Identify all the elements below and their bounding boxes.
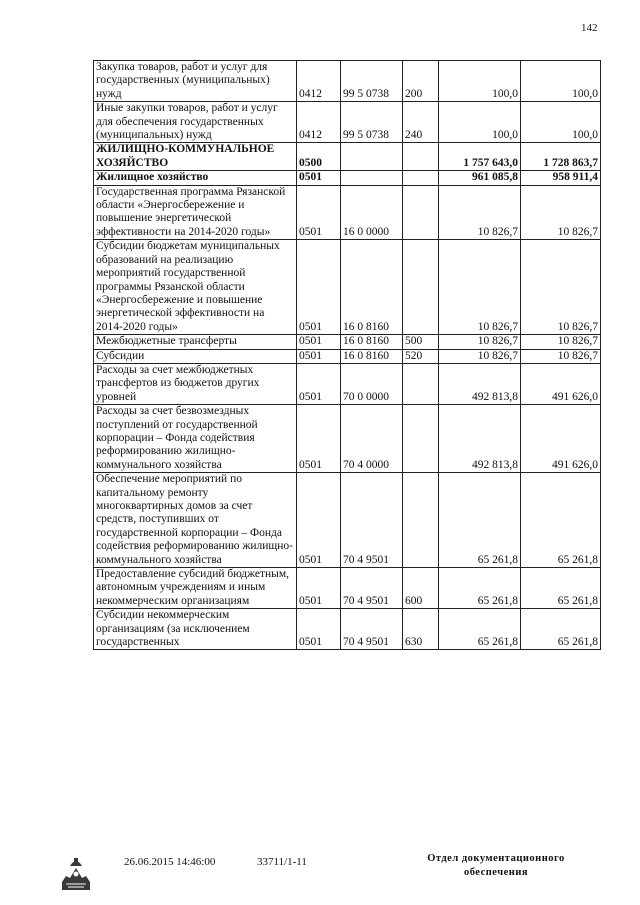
row-name: Государственная программа Рязанской области «Энергосбережение и повышение энергетической эффективности на 2014-2020 годы» <box>94 185 297 240</box>
row-section: 0412 <box>297 102 341 143</box>
row-year-2: 65 261,8 <box>521 609 601 650</box>
row-article: 70 4 9501 <box>341 473 403 568</box>
row-expense-type: 600 <box>403 568 439 609</box>
page-footer <box>0 852 640 902</box>
row-article: 70 4 9501 <box>341 568 403 609</box>
coat-of-arms-icon <box>56 852 96 895</box>
row-year-2: 1 728 863,7 <box>521 143 601 171</box>
row-year-1: 65 261,8 <box>439 568 521 609</box>
row-year-2: 65 261,8 <box>521 473 601 568</box>
row-section: 0501 <box>297 609 341 650</box>
row-name: ЖИЛИЩНО-КОММУНАЛЬНОЕ ХОЗЯЙСТВО <box>94 143 297 171</box>
row-article: 99 5 0738 <box>341 61 403 102</box>
row-section: 0501 <box>297 185 341 240</box>
row-year-2: 100,0 <box>521 61 601 102</box>
row-article: 16 0 8160 <box>341 349 403 363</box>
row-name: Закупка товаров, работ и услуг для государственных (муниципальных) нужд <box>94 61 297 102</box>
row-name: Иные закупки товаров, работ и услуг для обеспечения государственных (муниципальных) нужд <box>94 102 297 143</box>
row-name: Межбюджетные трансферты <box>94 335 297 349</box>
table-row <box>94 335 601 349</box>
row-year-2: 958 911,4 <box>521 171 601 185</box>
row-section: 0501 <box>297 335 341 349</box>
row-year-1: 65 261,8 <box>439 473 521 568</box>
footer-department: Отдел документационного обеспечения <box>427 853 565 878</box>
row-article: 16 0 0000 <box>341 185 403 240</box>
row-expense-type <box>403 363 439 404</box>
row-year-2: 10 826,7 <box>521 349 601 363</box>
row-article: 70 0 0000 <box>341 363 403 404</box>
row-name: Расходы за счет межбюджетных трансфертов из бюджетов других уровней <box>94 363 297 404</box>
row-expense-type <box>403 171 439 185</box>
row-article <box>341 171 403 185</box>
row-year-1: 10 826,7 <box>439 335 521 349</box>
row-section: 0500 <box>297 143 341 171</box>
table-row <box>94 473 601 568</box>
row-year-2: 100,0 <box>521 102 601 143</box>
row-expense-type <box>403 185 439 240</box>
row-expense-type: 240 <box>403 102 439 143</box>
row-expense-type: 520 <box>403 349 439 363</box>
row-section: 0501 <box>297 568 341 609</box>
footer-datetime: 26.06.2015 14:46:00 <box>124 856 216 868</box>
budget-table <box>93 60 601 650</box>
table-row <box>94 363 601 404</box>
row-article: 99 5 0738 <box>341 102 403 143</box>
row-year-1: 10 826,7 <box>439 185 521 240</box>
row-year-1: 1 757 643,0 <box>439 143 521 171</box>
row-section: 0412 <box>297 61 341 102</box>
table-row <box>94 171 601 185</box>
row-expense-type: 200 <box>403 61 439 102</box>
row-expense-type <box>403 405 439 473</box>
row-expense-type: 500 <box>403 335 439 349</box>
row-name: Предоставление субсидий бюджетным, автономным учреждениям и иным некоммерческим организациям <box>94 568 297 609</box>
row-name: Субсидии <box>94 349 297 363</box>
row-name: Расходы за счет безвозмездных поступлений от государственной корпорации – Фонда содействия реформированию жилищно-коммунального хозяйства <box>94 405 297 473</box>
row-year-1: 492 813,8 <box>439 363 521 404</box>
row-year-1: 10 826,7 <box>439 240 521 335</box>
row-expense-type <box>403 240 439 335</box>
row-year-1: 100,0 <box>439 102 521 143</box>
row-section: 0501 <box>297 363 341 404</box>
row-section: 0501 <box>297 349 341 363</box>
row-name: Жилищное хозяйство <box>94 171 297 185</box>
table-row <box>94 185 601 240</box>
row-name: Обеспечение мероприятий по капитальному ремонту многоквартирных домов за счет средств, поступивших от государственной корпорации – Фонда содействия реформированию жилищно-коммунального хозяйства <box>94 473 297 568</box>
row-year-2: 10 826,7 <box>521 335 601 349</box>
table-row <box>94 143 601 171</box>
row-article: 16 0 8160 <box>341 240 403 335</box>
row-year-1: 961 085,8 <box>439 171 521 185</box>
row-article <box>341 143 403 171</box>
row-expense-type <box>403 143 439 171</box>
row-name: Субсидии некоммерческим организациям (за исключением государственных <box>94 609 297 650</box>
table-row <box>94 349 601 363</box>
row-article: 70 4 0000 <box>341 405 403 473</box>
row-year-1: 492 813,8 <box>439 405 521 473</box>
row-year-1: 100,0 <box>439 61 521 102</box>
row-year-2: 10 826,7 <box>521 185 601 240</box>
footer-registration-number: 33711/1-11 <box>257 856 307 868</box>
table-row <box>94 102 601 143</box>
table-row <box>94 240 601 335</box>
row-article: 16 0 8160 <box>341 335 403 349</box>
row-section: 0501 <box>297 473 341 568</box>
row-year-2: 491 626,0 <box>521 363 601 404</box>
table-row <box>94 568 601 609</box>
row-article: 70 4 9501 <box>341 609 403 650</box>
row-section: 0501 <box>297 171 341 185</box>
row-section: 0501 <box>297 405 341 473</box>
table-row <box>94 405 601 473</box>
row-expense-type: 630 <box>403 609 439 650</box>
row-section: 0501 <box>297 240 341 335</box>
row-expense-type <box>403 473 439 568</box>
page-number: 142 <box>581 22 598 34</box>
row-year-1: 10 826,7 <box>439 349 521 363</box>
table-row <box>94 61 601 102</box>
row-year-1: 65 261,8 <box>439 609 521 650</box>
row-year-2: 65 261,8 <box>521 568 601 609</box>
table-row <box>94 609 601 650</box>
row-year-2: 10 826,7 <box>521 240 601 335</box>
row-year-2: 491 626,0 <box>521 405 601 473</box>
row-name: Субсидии бюджетам муниципальных образований на реализацию мероприятий государственной программы Рязанской области «Энергосбережение и повышение энергетической эффективности на 2014-2020 годы» <box>94 240 297 335</box>
